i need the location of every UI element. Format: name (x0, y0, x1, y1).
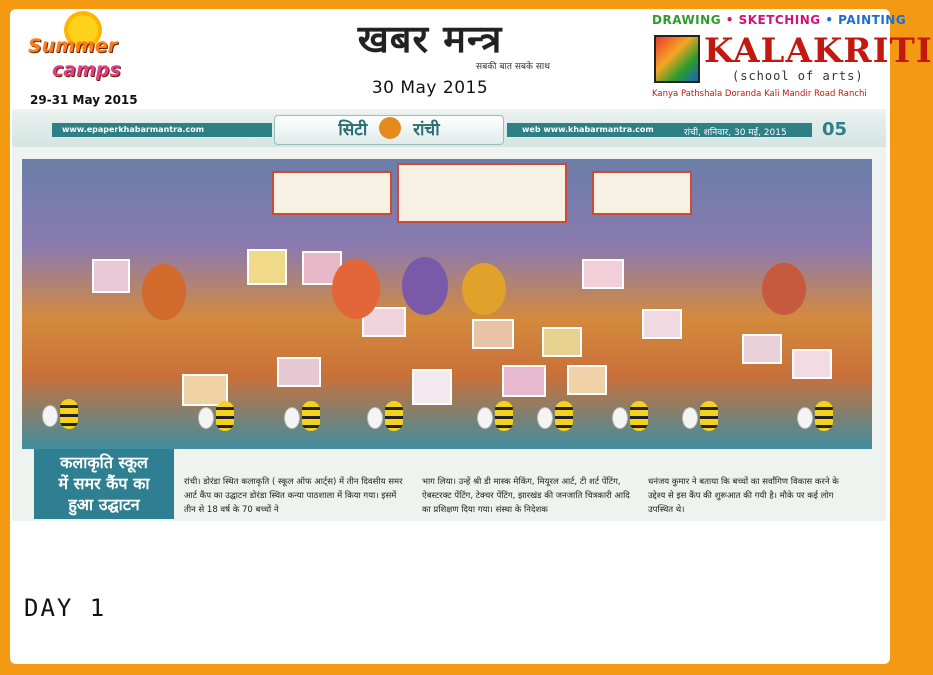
khabar-mantra-icon (379, 117, 401, 139)
newspaper-masthead (300, 16, 560, 98)
school-address: Kanya Pathshala Doranda Kali Mandir Road Ranchi (652, 89, 867, 99)
group-photo (22, 159, 872, 449)
photo-banner-left (272, 171, 392, 215)
headline-line-3: हुआ उद्घाटन (68, 495, 140, 514)
mask (462, 263, 506, 315)
story-column-1: रांची। डोरंडा स्थित कलाकृति ( स्कूल ऑफ आर्ट्स) में तीन दिवसीय समर आर्ट कैंप का उद्घाटन डोरंडा स्थित कन्या पाठशाला में किया गया। इसमें तीन से 18 वर्ष के 70 बच्चों ने (184, 477, 403, 515)
day-caption: DAY 1 (24, 594, 107, 622)
bee-cutout (495, 401, 513, 431)
bee-wing (367, 407, 383, 429)
story-column-2: भाग लिया। उन्हें श्री डी मास्क मेकिंग, मियूरल आर्ट, टी शर्ट पेंटिंग, ऐबस्टरक्ट पेंटिंग, टेक्चर पेंटिंग, झारखंड की जनजाति चित्रकारी आदि का प्रशिक्षण दिया गया। संस्था के निदेशक (422, 477, 630, 515)
newspaper-clipping (12, 109, 886, 521)
subject-separator: • (725, 13, 734, 27)
subject-list (652, 13, 907, 27)
painting (582, 259, 624, 289)
subject-drawing: DRAWING (652, 13, 722, 27)
bee-cutout (385, 401, 403, 431)
bee-cutout (700, 401, 718, 431)
summer-camps-logo (24, 13, 146, 107)
bee-cutout (216, 401, 234, 431)
bee-cutout (60, 399, 78, 429)
section-ranchi: रांची (413, 120, 440, 140)
painting (567, 365, 607, 395)
bee-cutout (302, 401, 320, 431)
palette-emblem-icon (654, 35, 700, 83)
school-brand: KALAKRITI (704, 31, 933, 71)
bee-wing (198, 407, 214, 429)
bee-wing (682, 407, 698, 429)
mask (332, 259, 380, 319)
bee-wing (477, 407, 493, 429)
photo-banner-center (397, 163, 567, 223)
painting (277, 357, 321, 387)
mask (402, 257, 448, 315)
painting (542, 327, 582, 357)
section-city: सिटी (338, 120, 368, 140)
kalakriti-logo (652, 13, 933, 103)
bee-wing (612, 407, 628, 429)
subject-painting: PAINTING (838, 13, 907, 27)
web-url: web www.khabarmantra.com (522, 125, 654, 134)
school-subtitle: (school of arts) (732, 69, 864, 83)
epaper-url: www.epaperkhabarmantra.com (62, 125, 205, 134)
photo-banner-right (592, 171, 692, 215)
bee-cutout (815, 401, 833, 431)
mask (142, 264, 186, 320)
mask (762, 263, 806, 315)
bee-wing (537, 407, 553, 429)
painting (92, 259, 130, 293)
painting (742, 334, 782, 364)
painting (472, 319, 514, 349)
clip-date: 30 May 2015 (371, 78, 489, 98)
bee-wing (42, 405, 58, 427)
issue-date: रांची, शनिवार, 30 मई, 2015 (684, 128, 787, 138)
bee-wing (797, 407, 813, 429)
page-card (10, 9, 933, 664)
bee-cutout (630, 401, 648, 431)
newspaper-name: खबर मन्त्र (357, 16, 503, 61)
painting (247, 249, 287, 285)
bee-cutout (555, 401, 573, 431)
painting (412, 369, 452, 405)
news-headline (34, 449, 174, 519)
camp-dates: 29-31 May 2015 (30, 93, 138, 107)
subject-sketching: SKETCHING (738, 13, 821, 27)
painting (792, 349, 832, 379)
summer-camps-word-1: Summer (28, 35, 118, 57)
painting (642, 309, 682, 339)
summer-camps-word-2: camps (52, 59, 121, 81)
headline-line-1: कलाकृति स्कूल (60, 453, 148, 472)
headline-line-2: में समर कैंप का (58, 474, 150, 493)
story-column-3: धनंजय कुमार ने बताया कि बच्चों का सर्वांगिण विकास करने के उद्देश्य से इस कैंप की शुरूआत की गयी है। मौके पर कई लोग उपस्थित थे। (648, 477, 839, 515)
bee-wing (284, 407, 300, 429)
page-header-strip (12, 113, 886, 147)
section-title (274, 115, 504, 145)
painting (502, 365, 546, 397)
newspaper-tagline: सबकी बात सबके साथ (476, 62, 550, 72)
subject-separator: • (825, 13, 834, 27)
page-number: 05 (822, 119, 848, 140)
